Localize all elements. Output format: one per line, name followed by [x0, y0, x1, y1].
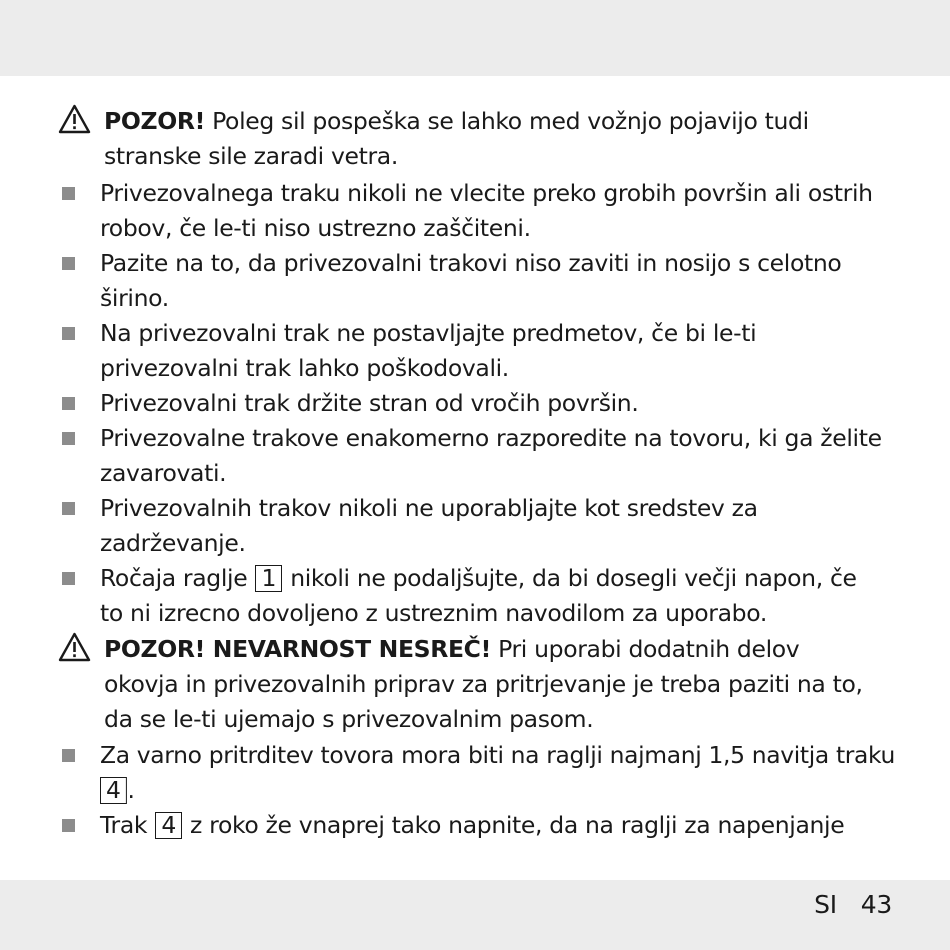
- list-item: [100, 246, 841, 316]
- warning-line: [104, 632, 863, 667]
- page-footer: [814, 888, 892, 922]
- warning-text: Pri uporabi dodatnih delov: [498, 635, 800, 663]
- list-item-text: [100, 773, 895, 808]
- list-item-text: zadrževanje.: [100, 529, 246, 557]
- list-item-text: Privezovalne trakove enakomerno razporedite na tovoru, ki ga želite: [100, 424, 882, 452]
- warning-triangle-icon: [58, 632, 91, 662]
- bullet-square-icon: [62, 257, 75, 270]
- list-item-text: Za varno pritrditev tovora mora biti na raglji najmanj 1,5 navitja traku: [100, 741, 896, 769]
- list-item: [100, 316, 756, 386]
- list-item: [100, 176, 873, 246]
- warning-label: POZOR! NEVARNOST NESREČ!: [104, 635, 491, 663]
- warning-text: Poleg sil pospeška se lahko med vožnjo pojavijo tudi: [212, 107, 809, 135]
- part-reference-box: 1: [255, 565, 282, 592]
- bullet-square-icon: [62, 432, 75, 445]
- bullet-square-icon: [62, 749, 75, 762]
- list-item-text: robov, če le-ti niso ustrezno zaščiteni.: [100, 214, 531, 242]
- list-item-text: Privezovalnih trakov nikoli ne uporabljajte kot sredstev za: [100, 494, 758, 522]
- list-item-text: privezovalni trak lahko poškodovali.: [100, 354, 509, 382]
- list-item-text: Privezovalnega traku nikoli ne vlecite preko grobih površin ali ostrih: [100, 179, 873, 207]
- list-item-text-part: z roko že vnaprej tako napnite, da na raglji za napenjanje: [190, 811, 845, 839]
- list-item: [100, 386, 638, 421]
- bullet-square-icon: [62, 819, 75, 832]
- bullet-square-icon: [62, 187, 75, 200]
- list-item-text: širino.: [100, 284, 169, 312]
- list-item-text: zavarovati.: [100, 459, 227, 487]
- list-item: [100, 738, 895, 808]
- warning-triangle-icon: [58, 104, 91, 134]
- warning-accident-danger: [104, 632, 863, 737]
- list-item-text: [100, 808, 844, 843]
- language-code: SI: [814, 890, 837, 919]
- warning-text: da se le-ti ujemajo s privezovalnim pasom.: [104, 705, 594, 733]
- list-item-text: to ni izrecno dovoljeno z ustreznim navodilom za uporabo.: [100, 599, 767, 627]
- list-item-text: Na privezovalni trak ne postavljajte predmetov, če bi le-ti: [100, 319, 757, 347]
- page-number: 43: [860, 890, 892, 919]
- part-reference-box: 4: [100, 777, 127, 804]
- list-item: [100, 491, 758, 561]
- bullet-square-icon: [62, 397, 75, 410]
- list-item-text-part: .: [127, 776, 135, 804]
- top-margin-band: [0, 0, 950, 76]
- list-item-text-part: nikoli ne podaljšujte, da bi dosegli večji napon, če: [290, 564, 857, 592]
- list-item-text: Privezovalni trak držite stran od vročih površin.: [100, 389, 639, 417]
- list-item-text-part: Ročaja raglje: [100, 564, 248, 592]
- list-item: [100, 421, 882, 491]
- warning-line: [104, 104, 809, 139]
- footer-band: [0, 880, 950, 950]
- list-item-text: [100, 561, 857, 596]
- bullet-square-icon: [62, 502, 75, 515]
- bullet-square-icon: [62, 572, 75, 585]
- list-item: [100, 808, 844, 843]
- warning-text: stranske sile zaradi vetra.: [104, 142, 398, 170]
- list-item: [100, 561, 857, 631]
- warning-label: POZOR!: [104, 107, 205, 135]
- list-item-text-part: Trak: [100, 811, 148, 839]
- warning-wind-forces: [104, 104, 809, 174]
- bullet-square-icon: [62, 327, 75, 340]
- list-item-text: Pazite na to, da privezovalni trakovi niso zaviti in nosijo s celotno: [100, 249, 842, 277]
- part-reference-box: 4: [155, 812, 182, 839]
- warning-text: okovja in privezovalnih priprav za pritrjevanje je treba paziti na to,: [104, 670, 863, 698]
